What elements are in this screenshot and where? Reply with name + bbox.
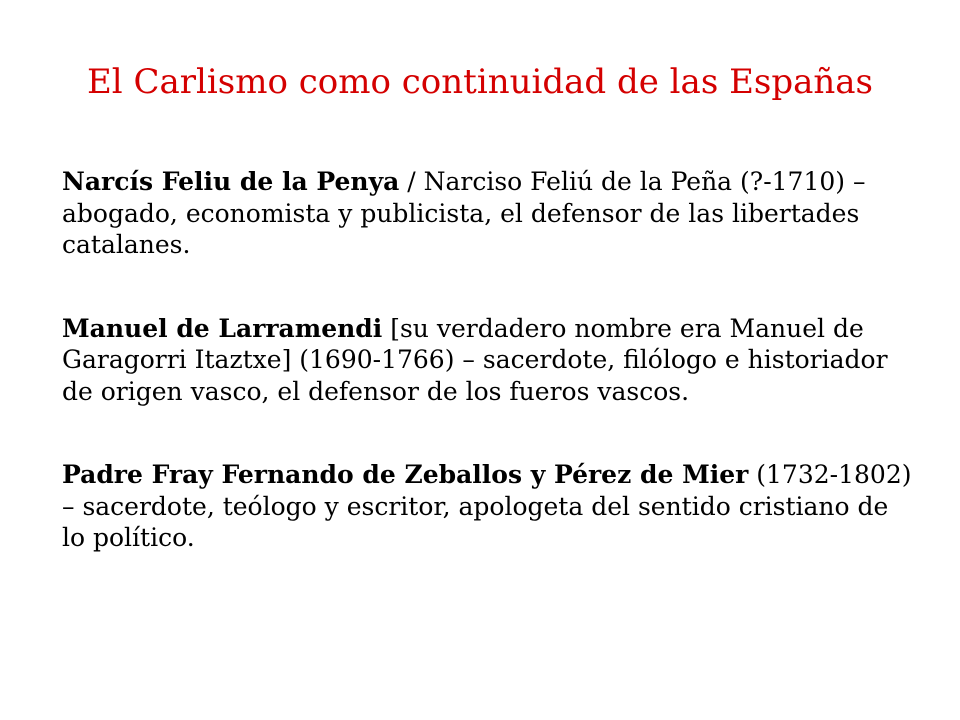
paragraph-zeballos bbox=[62, 459, 912, 554]
person-name-zeballos: Padre Fray Fernando de Zeballos y Pérez de Mier bbox=[62, 460, 749, 489]
paragraph-text-larramendi: [su verdadero nombre era Manuel de Garagorri Itaztxe] (1690-1766) – sacerdote, filólogo e historiador de origen vasco, el defensor de los fueros vascos. bbox=[62, 313, 888, 406]
paragraph-text-feliu: / Narciso Feliú de la Peña (?-1710) – abogado, economista y publicista, el defensor de las libertades catalanes. bbox=[62, 167, 866, 259]
paragraph-feliu bbox=[62, 166, 912, 261]
person-name-feliu: Narcís Feliu de la Penya bbox=[62, 167, 400, 196]
slide-title: El Carlismo como continuidad de las Españas bbox=[86, 62, 874, 102]
paragraph-larramendi bbox=[62, 313, 912, 408]
paragraph-text-zeballos: (1732-1802) – sacerdote, teólogo y escritor, apologeta del sentido cristiano de lo político. bbox=[62, 460, 912, 552]
slide-content bbox=[62, 166, 912, 554]
person-name-larramendi: Manuel de Larramendi bbox=[62, 313, 383, 343]
